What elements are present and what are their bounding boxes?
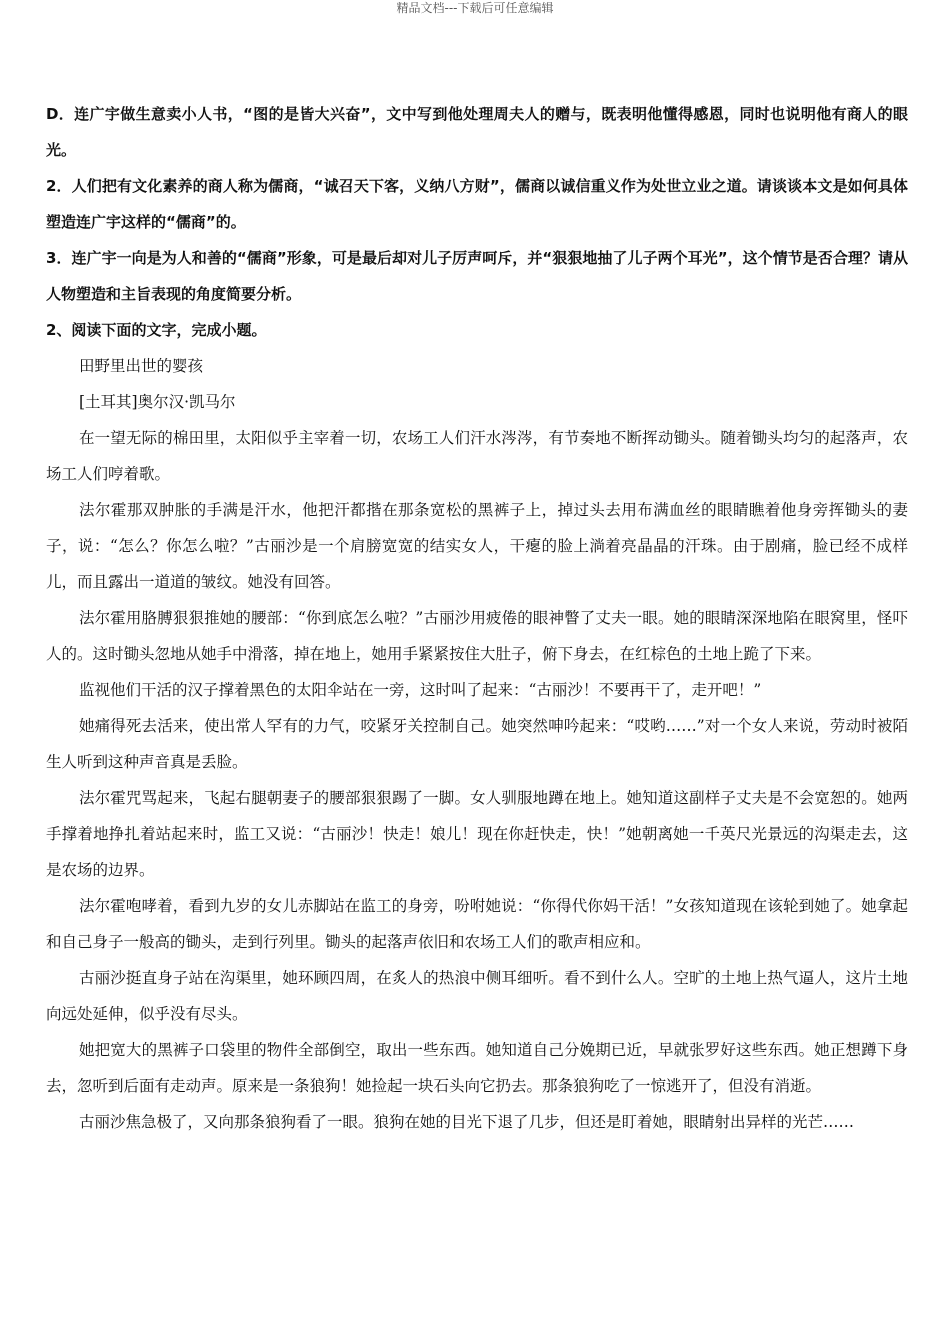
question-2: 2．人们把有文化素养的商人称为儒商，“诚召天下客，义纳八方财”，儒商以诚信重义作为处世立业之道。请谈谈本文是如何具体塑造连广宇这样的“儒商”的。 [46, 177, 908, 231]
story-paragraph: 在一望无际的棉田里，太阳似乎主宰着一切，农场工人们汗水涔涔，有节奏地不断挥动锄头。随着锄头均匀的起落声，农场工人们哼着歌。 [46, 429, 908, 483]
story-paragraph: 她把宽大的黑裤子口袋里的物件全部倒空，取出一些东西。她知道自己分娩期已近，早就张罗好这些东西。她正想蹲下身去，忽听到后面有走动声。原来是一条狼狗！她捡起一块石头向它扔去。那条狼狗吃了一惊逃开了，但没有消逝。 [46, 1041, 908, 1095]
question-option-d: D．连广宇做生意卖小人书，“图的是皆大兴奋”，文中写到他处理周夫人的赠与，既表明他懂得感恩，同时也说明他有商人的眼光。 [46, 105, 908, 159]
story-paragraph: 法尔霍那双肿胀的手满是汗水，他把汗都揩在那条宽松的黑裤子上，掉过头去用布满血丝的眼睛瞧着他身旁挥锄头的妻子，说：“怎么？你怎么啦？”古丽沙是一个肩膀宽宽的结实女人，干瘪的脸上淌着亮晶晶的汗珠。由于剧痛，脸已经不成样儿，而且露出一道道的皱纹。她没有回答。 [46, 501, 908, 591]
story-paragraph: 法尔霍咒骂起来，飞起右腿朝妻子的腰部狠狠踢了一脚。女人驯服地蹲在地上。她知道这副样子丈夫是不会宽恕的。她两手撑着地挣扎着站起来时，监工又说：“古丽沙！快走！娘儿！现在你赶快走，快！”她朝离她一千英尺光景远的沟渠走去，这是农场的边界。 [46, 789, 908, 879]
story-author: [土耳其]奥尔汉·凯马尔 [79, 393, 236, 411]
document-body [46, 96, 908, 1140]
story-paragraph: 法尔霍咆哮着，看到九岁的女儿赤脚站在监工的身旁，吩咐她说：“你得代你妈干活！”女孩知道现在该轮到她了。她拿起和自己身子一般高的锄头，走到行列里。锄头的起落声依旧和农场工人们的歌声相应和。 [46, 897, 908, 951]
question-3: 3．连广宇一向是为人和善的“儒商”形象，可是最后却对儿子厉声呵斥，并“狠狠地抽了儿子两个耳光”，这个情节是否合理？请从人物塑造和主旨表现的角度简要分析。 [46, 249, 908, 303]
story-paragraph: 法尔霍用胳膊狠狠推她的腰部：“你到底怎么啦？”古丽沙用疲倦的眼神瞥了丈夫一眼。她的眼睛深深地陷在眼窝里，怪吓人的。这时锄头忽地从她手中滑落，掉在地上，她用手紧紧按住大肚子，俯下身去，在红棕色的土地上跪了下来。 [46, 609, 908, 663]
story-paragraph: 她痛得死去活来，使出常人罕有的力气，咬紧牙关控制自己。她突然呻吟起来：“哎哟……”对一个女人来说，劳动时被陌生人听到这种声音真是丢脸。 [46, 717, 908, 771]
story-paragraph: 古丽沙焦急极了，又向那条狼狗看了一眼。狼狗在她的目光下退了几步，但还是盯着她，眼睛射出异样的光芒…… [79, 1113, 855, 1131]
story-paragraph: 古丽沙挺直身子站在沟渠里，她环顾四周，在炙人的热浪中侧耳细听。看不到什么人。空旷的土地上热气逼人，这片土地向远处延伸，似乎没有尽头。 [46, 969, 908, 1023]
story-paragraph: 监视他们干活的汉子撑着黑色的太阳伞站在一旁，这时叫了起来：“古丽沙！不要再干了，走开吧！” [79, 681, 762, 699]
page-header: 精品文档---下载后可任意编辑 [396, 1, 554, 15]
section-2-instruction: 2、阅读下面的文字，完成小题。 [46, 321, 267, 339]
story-title: 田野里出世的婴孩 [79, 357, 204, 375]
